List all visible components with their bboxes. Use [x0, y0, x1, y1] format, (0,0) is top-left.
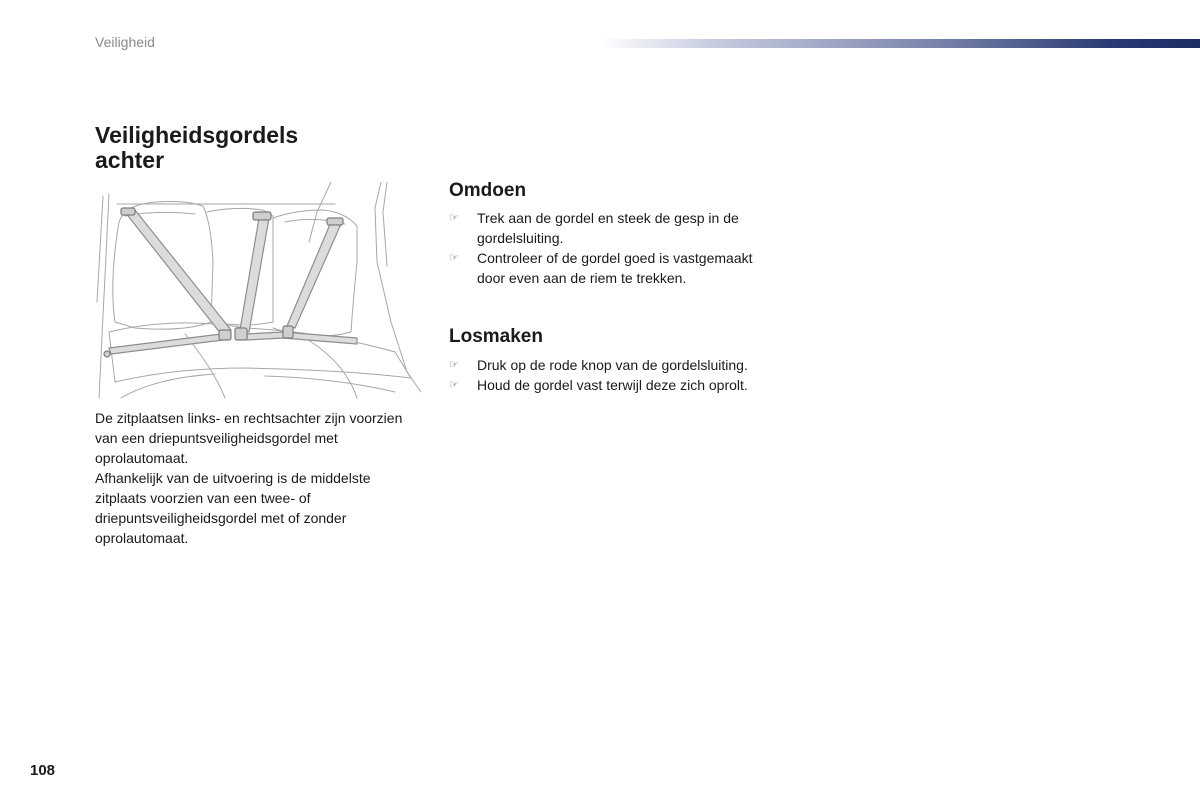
pointing-hand-icon: ☞ — [449, 252, 459, 264]
intro-paragraph: Afhankelijk van de uitvoering is de middelste zitplaats voorzien van een twee- of driepuntsveiligheidsgordel met of zonder oprolautomaat. — [95, 470, 371, 546]
pointing-hand-icon: ☞ — [449, 379, 459, 391]
losmaken-heading: Losmaken — [449, 326, 543, 347]
omdoen-steps — [449, 208, 784, 288]
pointing-hand-icon: ☞ — [449, 212, 459, 224]
page-title — [95, 123, 298, 173]
page-title-line-1: Veiligheidsgordels — [95, 122, 299, 148]
page-title-line-2: achter — [95, 147, 165, 173]
list-item — [449, 248, 784, 288]
intro-text — [95, 408, 425, 548]
intro-paragraph: De zitplaatsen links- en rechtsachter zijn voorzien van een driepuntsveiligheidsgordel met oprolautomaat. — [95, 410, 403, 466]
list-item-text: Houd de gordel vast terwijl deze zich oprolt. — [477, 377, 748, 393]
header-color-bar — [600, 39, 1200, 48]
list-item-text: Trek aan de gordel en steek de gesp in de gordelsluiting. — [477, 210, 739, 246]
losmaken-steps — [449, 355, 784, 395]
omdoen-heading: Omdoen — [449, 180, 527, 201]
list-item-text: Controleer of de gordel goed is vastgemaakt door even aan de riem te trekken. — [477, 250, 753, 286]
running-header: Veiligheid — [95, 34, 155, 50]
list-item — [449, 208, 784, 248]
list-item — [449, 375, 784, 395]
list-item — [449, 355, 784, 375]
seat-belt-illustration — [95, 182, 421, 402]
list-item-text: Druk op de rode knop van de gordelsluiting. — [477, 357, 748, 373]
pointing-hand-icon: ☞ — [449, 359, 459, 371]
page-number: 108 — [30, 762, 56, 779]
